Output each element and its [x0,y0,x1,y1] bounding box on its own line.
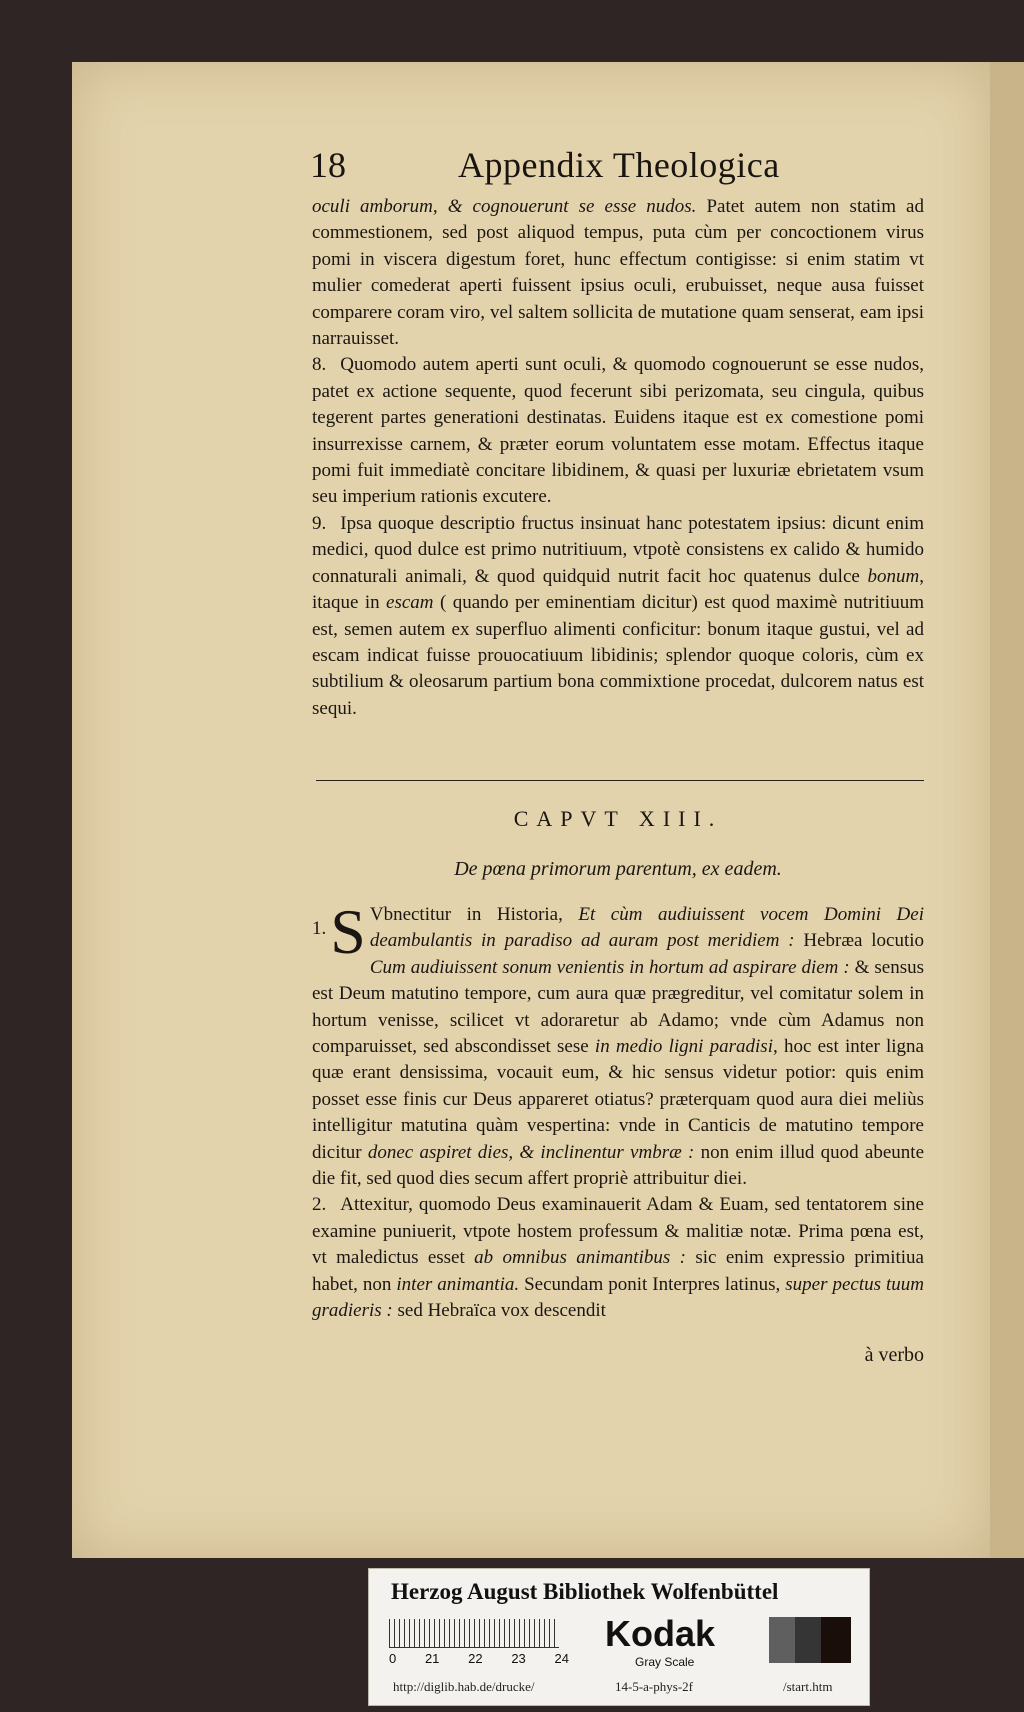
paragraph-number: 1. [312,918,327,939]
chapter-para1-run: Cum audiuissent sonum venientis in hortum ad aspirare diem : [369,956,850,978]
paragraph-number: 9. [312,512,327,534]
scale-label: 22 [468,1651,483,1666]
para9-run: , itaque in [312,565,924,614]
drop-cap: S [330,896,366,967]
gray-scale-label: Gray Scale [635,1655,695,1669]
library-name: Herzog August Bibliothek Wolfenbüttel [391,1579,779,1604]
para7-italic: oculi amborum, & cognouerunt se esse nudos. [312,196,697,217]
para7-text: Patet autem non statim ad commestionem, sed post aliquod tempus, puta cùm per concoctionem virus pomi in viscera digestum foret, hunc effectum contigisse: si enim statim vt mulier comederat aperti fuissent ipsius oculi, erubuisset, neque ausa fuisset comparere coram viro, vel saltem sollicita de mutatione quam senserat, eam ipsi narrauisset. [312,196,924,350]
section-divider-rule [316,780,924,781]
page-number: 18 [310,145,346,185]
section-one-text [312,194,924,722]
para9-run: Ipsa quoque descriptio fructus insinuat hanc potestatem ipsius: dicunt enim medici, quod dulce est primo nutritiuum, vtpotè consistens ex calido & humido connaturali animali, & quod quidquid nutrit facit hoc quatenus dulce [312,512,924,587]
start-link: /start.htm [783,1679,833,1694]
kodak-logo: Kodak [605,1613,716,1654]
chapter-para1-run: non enim illud quod abeunte die fit, sed quod dies secum affert propriè attribuitur diei. [312,1141,925,1190]
chapter-paragraph-1 [312,896,925,1192]
chapter-para1-run: Hebræa locutio [794,930,925,952]
chapter-para1-run: & sensus est Deum matutino tempore, cum aura quæ prægreditur, vel comitatur solem in hortum venisse, scilicet vt adoraretur ab Adamo; vnde cùm Adamus non comparuisset, sed abscondisset sese [312,956,924,1058]
chapter-heading: CAPVT XIII. [513,806,723,831]
shelfmark: 14-5-a-phys-2f [615,1679,693,1694]
scale-label: 21 [424,1651,440,1666]
paragraph-7-tail [312,194,924,352]
chapter-para1-run: in medio ligni paradisi, [594,1036,778,1058]
paragraph-number: 8. [312,354,327,376]
chapter-para1-run: Vbnectitur in Historia, [369,904,579,925]
catchword: à verbo [864,1344,924,1366]
source-url: http://diglib.hab.de/drucke/ [393,1679,535,1694]
gray-swatch [821,1617,851,1663]
color-target-card [368,1568,870,1706]
scale-label: 0 [389,1651,397,1666]
scale-labels [389,1651,569,1666]
chapter-para2-run: Attexitur, quomodo Deus examinauerit Adam & Euam, sed tentatorem sine examine puniuerit, vtpote hostem professum & malitiæ notæ. Prima pœna est, vt maledictus esset [312,1194,924,1269]
paragraph-number: 2. [312,1194,327,1216]
page-edge [990,62,1024,1558]
scale-label: 23 [511,1651,526,1666]
chapter-para2-run: inter animantia. [396,1273,520,1295]
chapter-para2-run: Secundam ponit Interpres latinus, [519,1273,786,1295]
chapter-para2-run: ab omnibus animantibus : [474,1247,686,1269]
chapter-para2-run: sed Hebraïca vox descendit [392,1300,606,1322]
chapter-subtitle: De pœna primorum parentum, ex eadem. [454,858,782,880]
paragraph-9 [312,511,924,722]
para8-text: Quomodo autem aperti sunt oculi, & quomodo cognouerunt se esse nudos, patet ex actione sequente, quod fecerunt sibi perizomata, seu cingula, quibus tegerent partes generationi destinatas. Euidens itaque est ex comestione pomi insurrexisse carnem, & præter eorum voluntatem esse motam. Effectus itaque pomi fuit immediatè concitare libidinem, & quasi per luxuriæ ebrietatem vsum seu imperium rationis excutere. [312,354,924,508]
scale-label: 24 [554,1651,569,1666]
running-title: Appendix Theologica [458,145,780,185]
gray-swatch [795,1617,821,1663]
gray-swatch [769,1617,795,1663]
chapter-paragraph-2 [312,1192,924,1324]
chapter-para2-run: sic enim expressio primitiua habet, non [312,1247,924,1295]
paragraph-8 [312,352,924,510]
chapter-para1-run: hoc est inter ligna quæ erant densissima, vocauit eum, & hic sensus videtur potior: quis enim posset esse finis cur Deus appareret otiatus? præterquam quod aura diei meliùs intelligitur matutina quàm vespertina: vnde in Canticis de matutino tempore dicitur [312,1036,924,1163]
para9-run: bonum [867,565,920,587]
page-header [310,144,810,190]
chapter-text [312,896,925,1325]
chapter-para1-run: donec aspiret dies, & inclinentur vmbræ : [367,1141,695,1163]
chapter-para1-run: Et cùm audiuissent vocem Domini Dei deambulantis in paradiso ad auram post meridiem : [369,904,924,952]
para9-run: escam [386,592,434,614]
scale-ruler [389,1619,559,1648]
para9-run: ( quando per eminentiam dicitur) est quod maximè nutritiuum est, semen autem ex superfluo alimenti conficitur: bonum itaque gustui, vel ad escam indicat fuisse prouocatiuum libidinis; splendor quoque coloris, cùm ex subtilium & oleosarum partium bona commixtione procedat, dulcorem natus est sequi. [312,592,924,719]
chapter-para2-run: super pectus tuum gradieris : [312,1273,925,1322]
